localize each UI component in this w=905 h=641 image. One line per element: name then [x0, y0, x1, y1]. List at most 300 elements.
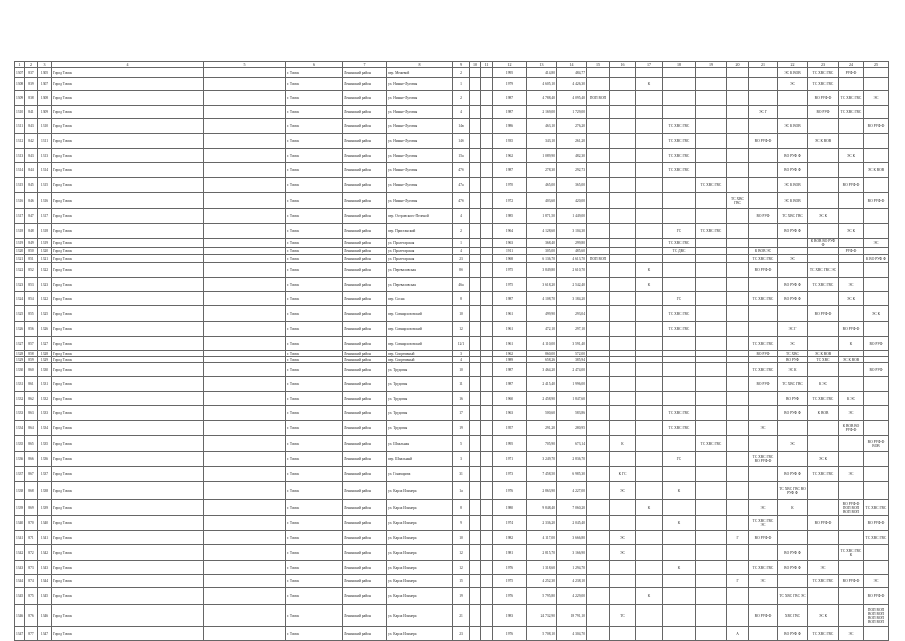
table-cell: ТС: [610, 605, 636, 627]
table-cell: г. Томск: [286, 467, 343, 482]
table-cell: [587, 278, 610, 292]
table-cell: [778, 239, 808, 248]
table-cell: [808, 149, 839, 163]
table-cell: 865: [25, 436, 38, 452]
table-cell: К ВОВ: [808, 406, 839, 421]
table-cell: ТС ХВС ГВС: [808, 278, 839, 292]
table-cell: 1310: [38, 119, 52, 134]
table-cell: 15: [453, 575, 470, 588]
table-cell: [481, 178, 493, 193]
table-cell: ул. Карла Ильмера: [387, 627, 453, 641]
table-cell: [587, 516, 610, 531]
table-cell: [470, 452, 481, 467]
table-cell: [204, 248, 286, 255]
table-cell: [839, 78, 864, 91]
table-cell: [727, 248, 749, 255]
column-header: 18: [663, 62, 696, 68]
table-cell: [749, 322, 778, 337]
table-cell: [587, 627, 610, 641]
table-cell: [696, 106, 727, 119]
table-cell: 1330: [38, 363, 52, 377]
table-cell: 1310: [15, 106, 25, 119]
table-cell: ПОП ВОП: [587, 255, 610, 263]
table-cell: 1976: [493, 561, 527, 575]
table-cell: 4 110,00: [527, 337, 557, 351]
table-cell: 1961: [493, 306, 527, 322]
table-cell: 292,73: [557, 163, 587, 178]
table-cell: 3 249,70: [527, 452, 557, 467]
table-cell: [204, 392, 286, 406]
table-cell: 2 336,20: [527, 516, 557, 531]
table-cell: [749, 482, 778, 500]
table-cell: [470, 363, 481, 377]
table-cell: 1974: [493, 516, 527, 531]
table-cell: [204, 421, 286, 436]
table-cell: [636, 149, 663, 163]
table-cell: 1962: [493, 351, 527, 357]
table-cell: [470, 193, 481, 209]
table-cell: 847: [25, 209, 38, 224]
table-cell: [727, 500, 749, 516]
table-cell: [727, 588, 749, 605]
table-cell: 14в: [453, 119, 470, 134]
table-cell: [663, 255, 696, 263]
table-cell: 280,95: [557, 421, 587, 436]
table-cell: 6 985,30: [557, 467, 587, 482]
table-cell: [727, 436, 749, 452]
table-cell: [470, 278, 481, 292]
table-cell: [587, 78, 610, 91]
table-cell: [587, 482, 610, 500]
table-cell: 1971: [493, 452, 527, 467]
table-cell: [749, 467, 778, 482]
table-cell: [481, 605, 493, 627]
table-cell: 465,00: [527, 178, 557, 193]
table-cell: [470, 406, 481, 421]
table-cell: Ленинский район: [343, 452, 387, 467]
table-cell: [696, 255, 727, 263]
table-cell: г. Томск: [286, 178, 343, 193]
table-cell: 854: [25, 292, 38, 306]
table-cell: [470, 306, 481, 322]
table-cell: [204, 575, 286, 588]
table-cell: Город Томск: [52, 337, 204, 351]
table-cell: [864, 278, 889, 292]
table-cell: ул. Карла Ильмера: [387, 500, 453, 516]
table-cell: 1322: [38, 292, 52, 306]
table-cell: 3: [453, 452, 470, 467]
table-cell: [663, 278, 696, 292]
table-cell: ТС ХВС ГВС: [749, 363, 778, 377]
table-cell: [636, 163, 663, 178]
table-cell: ТС ХВС ГВС: [663, 134, 696, 149]
table-cell: [696, 377, 727, 392]
table-cell: ЭС: [808, 561, 839, 575]
table-cell: ул. Гоначарова: [387, 467, 453, 482]
table-cell: 2 815,70: [527, 545, 557, 561]
table-cell: [470, 627, 481, 641]
table-cell: г. Томск: [286, 209, 343, 224]
table-cell: 500,60: [527, 406, 557, 421]
column-header: 5: [204, 62, 286, 68]
table-cell: пер. Спортивный: [387, 351, 453, 357]
table-cell: [636, 337, 663, 351]
table-cell: 1331: [15, 377, 25, 392]
table-cell: ул. Нижне-Луговая: [387, 78, 453, 91]
table-cell: 1340: [15, 516, 25, 531]
table-cell: ГС: [663, 292, 696, 306]
table-cell: 705,90: [527, 436, 557, 452]
table-cell: Город Томск: [52, 561, 204, 575]
table-cell: 23: [453, 255, 470, 263]
table-cell: [204, 91, 286, 106]
table-cell: Ленинский район: [343, 500, 387, 516]
table-cell: 1312: [15, 134, 25, 149]
table-cell: [587, 248, 610, 255]
table-cell: ЭС К ВОВ: [864, 163, 889, 178]
table-cell: ТС ХВС ГВС: [663, 239, 696, 248]
table-cell: г. Томск: [286, 322, 343, 337]
table-cell: ТС ХВС ГВС: [663, 163, 696, 178]
table-cell: ВО РУФ Ф: [749, 605, 778, 627]
table-cell: [839, 482, 864, 500]
table-cell: 4 605,10: [527, 78, 557, 91]
table-cell: [470, 224, 481, 239]
table-cell: [663, 545, 696, 561]
column-header: 16: [610, 62, 636, 68]
table-cell: пер. Островского-Пеленой: [387, 209, 453, 224]
table-cell: 583,86: [557, 406, 587, 421]
table-cell: Ленинский район: [343, 163, 387, 178]
table-cell: [696, 500, 727, 516]
table-cell: 1322: [38, 263, 52, 278]
table-cell: [696, 406, 727, 421]
table-cell: Город Томск: [52, 467, 204, 482]
table-cell: ЭС: [610, 531, 636, 545]
table-cell: [610, 224, 636, 239]
table-cell: [696, 78, 727, 91]
table-cell: ТС ХВС ГВС: [808, 68, 839, 78]
table-cell: Город Томск: [52, 482, 204, 500]
table-cell: [663, 531, 696, 545]
table-cell: 873: [25, 561, 38, 575]
table-cell: [470, 248, 481, 255]
table-cell: [864, 545, 889, 561]
table-cell: ЭС: [610, 482, 636, 500]
table-cell: ЭС К ВОВ: [808, 351, 839, 357]
table-row: [15, 588, 889, 605]
table-cell: ТС ХВС ГВС: [864, 531, 889, 545]
table-cell: ул. Нижне-Луговая: [387, 91, 453, 106]
table-cell: 31: [453, 467, 470, 482]
table-cell: 1а: [453, 482, 470, 500]
table-cell: [839, 605, 864, 627]
table-cell: Город Томск: [52, 263, 204, 278]
table-cell: Город Томск: [52, 351, 204, 357]
table-cell: [727, 163, 749, 178]
table-cell: 860: [25, 363, 38, 377]
table-cell: 1317: [38, 209, 52, 224]
table-cell: [587, 436, 610, 452]
table-cell: 1983: [493, 605, 527, 627]
table-cell: [204, 627, 286, 641]
table-cell: [864, 149, 889, 163]
table-cell: [839, 363, 864, 377]
table-cell: [727, 452, 749, 467]
table-cell: К ЭС: [839, 392, 864, 406]
table-cell: Ленинский район: [343, 178, 387, 193]
table-cell: 485,60: [557, 248, 587, 255]
table-cell: 1323: [38, 278, 52, 292]
table-cell: ул. Карла Ильмера: [387, 531, 453, 545]
table-cell: 875: [25, 588, 38, 605]
table-cell: 2 836,70: [557, 452, 587, 467]
table-cell: 1332: [38, 392, 52, 406]
table-cell: [470, 545, 481, 561]
table-cell: 3 184,20: [557, 292, 587, 306]
table-cell: ул. Карла Ильмера: [387, 561, 453, 575]
table-cell: [470, 78, 481, 91]
table-cell: 1331: [38, 377, 52, 392]
table-cell: ЭС Г: [778, 322, 808, 337]
table-cell: [636, 561, 663, 575]
table-cell: пер. Сосна: [387, 292, 453, 306]
table-cell: ТС ХВС ГВС ЭС: [808, 263, 839, 278]
table-cell: 852: [25, 263, 38, 278]
table-cell: ЭС: [864, 239, 889, 248]
table-cell: [470, 255, 481, 263]
table-cell: [204, 588, 286, 605]
table-cell: ул. Карла Ильмера: [387, 482, 453, 500]
table-cell: ВО РУФ: [808, 106, 839, 119]
table-cell: К: [636, 500, 663, 516]
table-cell: ТС ХВС ГВС: [749, 255, 778, 263]
table-cell: г. Томск: [286, 263, 343, 278]
table-cell: ТС ХВС ГВС: [663, 149, 696, 163]
table-cell: ул. Трудовая: [387, 421, 453, 436]
table-cell: [727, 78, 749, 91]
table-cell: [470, 588, 481, 605]
table-cell: г. Томск: [286, 588, 343, 605]
table-cell: 1318: [15, 224, 25, 239]
table-cell: [696, 545, 727, 561]
table-cell: [864, 421, 889, 436]
table-cell: [727, 209, 749, 224]
table-cell: ТС ХВС ГВС: [663, 322, 696, 337]
table-cell: 1344: [38, 575, 52, 588]
column-header: 20: [727, 62, 749, 68]
table-cell: 1972: [493, 193, 527, 209]
table-cell: [204, 292, 286, 306]
table-cell: Ленинский район: [343, 292, 387, 306]
table-cell: ЭС: [610, 545, 636, 561]
table-cell: 1976: [493, 588, 527, 605]
table-cell: [636, 248, 663, 255]
column-header: 13: [527, 62, 557, 68]
table-cell: Ленинский район: [343, 209, 387, 224]
table-cell: ТС ХВС ГВС: [749, 561, 778, 575]
table-cell: ЭС: [839, 278, 864, 292]
table-cell: [470, 575, 481, 588]
table-cell: ул. Нижне-Луговая: [387, 134, 453, 149]
table-cell: [808, 193, 839, 209]
table-cell: Город Томск: [52, 357, 204, 363]
table-cell: Ленинский район: [343, 306, 387, 322]
table-cell: ЭС: [778, 255, 808, 263]
table-cell: [587, 561, 610, 575]
table-cell: К: [636, 278, 663, 292]
table-cell: 1311: [38, 134, 52, 149]
table-cell: г. Томск: [286, 357, 343, 363]
table-cell: 5 708,10: [527, 627, 557, 641]
table-cell: 837: [25, 68, 38, 78]
table-cell: ЭС К: [808, 605, 839, 627]
table-cell: г. Томск: [286, 193, 343, 209]
table-cell: [696, 467, 727, 482]
table-cell: ВО РУФ Ф: [864, 516, 889, 531]
table-cell: 1327: [15, 337, 25, 351]
table-cell: [587, 588, 610, 605]
table-cell: [470, 68, 481, 78]
table-cell: 1342: [15, 545, 25, 561]
table-cell: [864, 134, 889, 149]
table-cell: 860,00: [527, 351, 557, 357]
table-cell: 1979: [493, 78, 527, 91]
table-cell: [470, 337, 481, 351]
column-header: 4: [52, 62, 204, 68]
table-cell: Город Томск: [52, 421, 204, 436]
table-cell: [636, 605, 663, 627]
table-cell: 14б: [453, 134, 470, 149]
table-cell: [481, 561, 493, 575]
table-cell: г. Томск: [286, 377, 343, 392]
table-cell: [696, 363, 727, 377]
table-cell: 4 095,40: [557, 91, 587, 106]
table-cell: [204, 545, 286, 561]
table-cell: [204, 516, 286, 531]
table-cell: 862: [25, 392, 38, 406]
table-cell: Ленинский район: [343, 357, 387, 363]
table-cell: [663, 68, 696, 78]
table-cell: ЭС: [778, 78, 808, 91]
table-cell: 1329: [16, 357, 24, 362]
table-cell: [864, 248, 889, 255]
table-cell: [587, 163, 610, 178]
table-cell: 871: [25, 531, 38, 545]
table-cell: 1995: [493, 68, 527, 78]
table-cell: 1330: [15, 363, 25, 377]
table-cell: 1337: [15, 467, 25, 482]
table-cell: А: [727, 627, 749, 641]
table-row: [15, 278, 889, 292]
table-cell: ВО РУФ Ф ПОП ВОП ВОП ВОП: [839, 500, 864, 516]
table-cell: ул. Нижне-Луговая: [387, 149, 453, 163]
table-cell: [864, 178, 889, 193]
table-cell: 2 474,00: [557, 363, 587, 377]
table-cell: 846: [25, 193, 38, 209]
column-header: 12: [493, 62, 527, 68]
table-cell: ЭС: [778, 436, 808, 452]
table-cell: г. Томск: [286, 248, 343, 255]
table-cell: [636, 255, 663, 263]
table-cell: 1957: [493, 421, 527, 436]
table-cell: 1344: [15, 575, 25, 588]
table-cell: 855: [25, 306, 38, 322]
table-cell: [727, 337, 749, 351]
table-cell: [696, 482, 727, 500]
table-cell: 1987: [493, 363, 527, 377]
table-cell: [204, 224, 286, 239]
table-cell: [470, 134, 481, 149]
table-cell: ЭС К: [839, 224, 864, 239]
column-header: 10: [470, 62, 481, 68]
table-cell: 1963: [493, 239, 527, 248]
table-row: [15, 436, 889, 452]
table-cell: [610, 248, 636, 255]
table-cell: [636, 68, 663, 78]
table-cell: [470, 106, 481, 119]
table-cell: [204, 193, 286, 209]
table-cell: 1328: [16, 351, 24, 356]
table-cell: ТС ХВС: [778, 351, 808, 357]
table-cell: [587, 406, 610, 421]
table-cell: ул. Карла Ильмера: [387, 545, 453, 561]
table-cell: [839, 561, 864, 575]
table-cell: [864, 627, 889, 641]
table-cell: [864, 392, 889, 406]
table-cell: 1334: [38, 421, 52, 436]
table-cell: ул. Нижне-Луговая: [387, 106, 453, 119]
table-cell: [470, 239, 481, 248]
table-cell: Город Томск: [52, 134, 204, 149]
table-cell: [696, 248, 727, 255]
table-cell: [864, 482, 889, 500]
table-cell: 876: [25, 605, 38, 627]
table-cell: [839, 193, 864, 209]
table-cell: пер. Шпальный: [387, 452, 453, 467]
table-cell: [204, 322, 286, 337]
table-cell: [727, 467, 749, 482]
table-cell: ВО РУФ Ф: [778, 278, 808, 292]
table-cell: [481, 209, 493, 224]
table-cell: [610, 292, 636, 306]
table-cell: [727, 363, 749, 377]
table-cell: Город Томск: [52, 239, 204, 248]
table-cell: [727, 178, 749, 193]
table-cell: 1340: [38, 516, 52, 531]
table-cell: [839, 306, 864, 322]
table-cell: Город Томск: [52, 392, 204, 406]
table-cell: Город Томск: [52, 278, 204, 292]
table-cell: [696, 452, 727, 467]
table-cell: [864, 78, 889, 91]
table-cell: 4 229,00: [557, 588, 587, 605]
table-cell: 863: [25, 406, 38, 421]
table-cell: 1973: [493, 467, 527, 482]
table-cell: [610, 239, 636, 248]
table-cell: 1339: [38, 500, 52, 516]
table-cell: [808, 322, 839, 337]
table-cell: 1334: [15, 421, 25, 436]
column-header: 15: [587, 62, 610, 68]
table-cell: Г: [727, 531, 749, 545]
table-cell: ул. Трудовая: [387, 363, 453, 377]
table-cell: ЭС К ВОВ: [839, 357, 864, 363]
table-cell: [778, 575, 808, 588]
table-cell: [808, 337, 839, 351]
table-cell: 403,60: [527, 193, 557, 209]
table-cell: [481, 436, 493, 452]
